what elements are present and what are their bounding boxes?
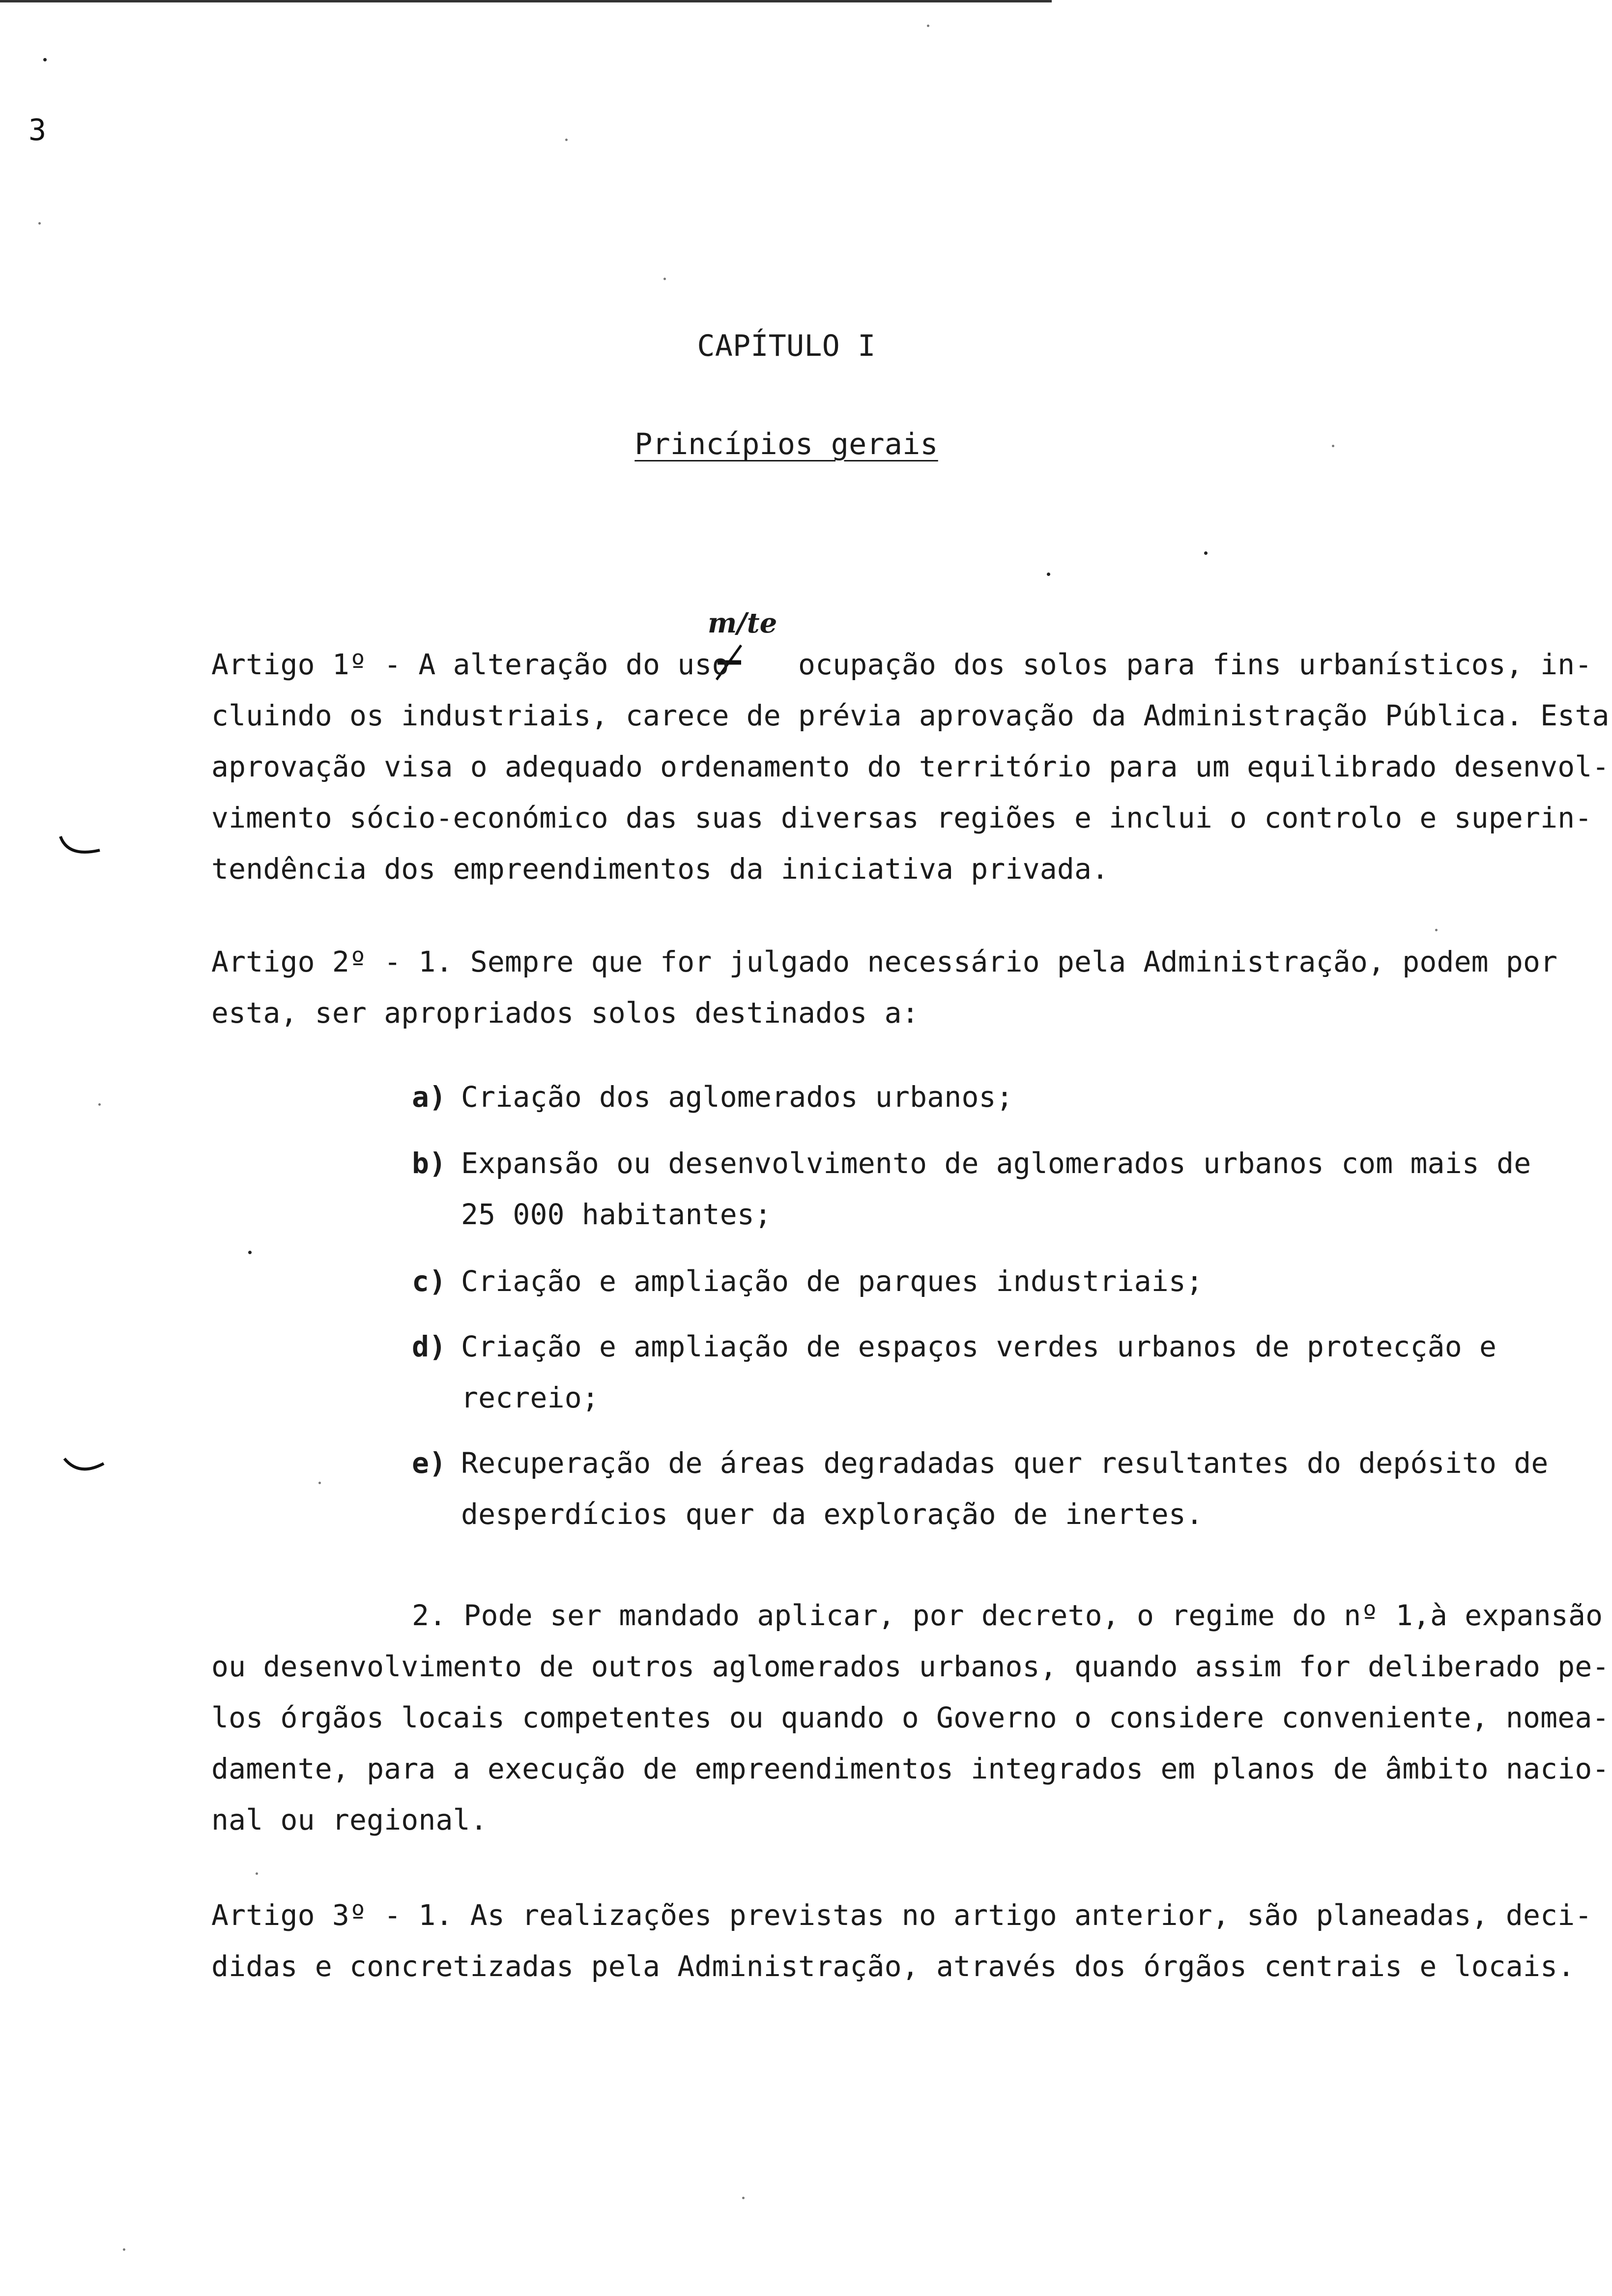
list-item-label: d) <box>412 1330 446 1363</box>
section-title: Princípios gerais <box>634 427 938 461</box>
speck <box>742 2197 745 2199</box>
speck <box>1047 573 1050 576</box>
speck <box>43 58 47 61</box>
list-item-text: Expansão ou desenvolvimento de aglomerados urbanos com mais de <box>461 1147 1531 1180</box>
list-item-text: Recuperação de áreas degradadas quer resultantes do depósito de <box>461 1446 1549 1480</box>
artigo-2-para2-line: 2. Pode ser mandado aplicar, por decreto, o regime do nº 1,à expansão <box>412 1599 1603 1632</box>
list-item-text: Criação dos aglomerados urbanos; <box>461 1080 1013 1114</box>
list-item-label: a) <box>412 1080 446 1114</box>
artigo-1-line: vimento sócio-económico das suas diversas regiões e inclui o controlo e superin- <box>211 801 1592 834</box>
speck <box>1332 445 1334 447</box>
chapter-heading: CAPÍTULO I <box>697 329 876 363</box>
speck <box>1204 551 1208 555</box>
speck <box>1435 929 1438 931</box>
top-edge-line <box>0 0 1052 2</box>
artigo-1-line: cluindo os industriais, carece de prévia aprovação da Administração Pública. Esta <box>211 699 1610 732</box>
artigo-2-line: esta, ser apropriados solos destinados a: <box>211 996 919 1030</box>
artigo-2-para2-line: los órgãos locais competentes ou quando o Governo o considere conveniente, nomea- <box>211 1701 1610 1734</box>
speck <box>123 2248 125 2251</box>
speck <box>318 1482 321 1484</box>
artigo-1-line: Artigo 1º - A alteração do uso ocupação dos solos para fins urbanísticos, in- <box>211 648 1592 681</box>
list-item-label: c) <box>412 1264 446 1298</box>
speck <box>248 1251 252 1254</box>
handwritten-insert: m/te <box>708 607 777 639</box>
artigo-2-line: Artigo 2º - 1. Sempre que for julgado necessário pela Administração, podem por <box>211 945 1558 978</box>
list-item-label: e) <box>412 1446 446 1480</box>
check-mark-icon <box>62 1455 106 1479</box>
speck <box>98 1103 101 1106</box>
artigo-1-line: aprovação visa o adequado ordenamento do território para um equilibrado desenvol- <box>211 750 1610 783</box>
check-mark-icon <box>58 831 102 860</box>
artigo-2-para2-line: damente, para a execução de empreendimentos integrados em planos de âmbito nacio- <box>211 1752 1610 1785</box>
list-item-label: b) <box>412 1147 446 1180</box>
list-item-text: desperdícios quer da exploração de inertes. <box>461 1497 1204 1531</box>
speck <box>256 1872 258 1875</box>
artigo-2-para2-line: ou desenvolvimento de outros aglomerados urbanos, quando assim for deliberado pe- <box>211 1650 1610 1683</box>
list-item-text: Criação e ampliação de parques industriais; <box>461 1264 1204 1298</box>
speck <box>38 222 41 225</box>
list-item-text: recreio; <box>461 1381 599 1414</box>
artigo-1-line: tendência dos empreendimentos da iniciativa privada. <box>211 852 1109 886</box>
list-item-text: 25 000 habitantes; <box>461 1198 772 1231</box>
artigo-2-para2-line: nal ou regional. <box>211 1803 488 1837</box>
list-item-text: Criação e ampliação de espaços verdes urbanos de protecção e <box>461 1330 1497 1363</box>
artigo-3-line: didas e concretizadas pela Administração, através dos órgãos centrais e locais. <box>211 1950 1575 1983</box>
speck <box>565 139 568 141</box>
page-mark: 3 <box>29 113 47 147</box>
artigo-3-line: Artigo 3º - 1. As realizações previstas no artigo anterior, são planeadas, deci- <box>211 1898 1592 1932</box>
speck <box>663 278 666 280</box>
speck <box>927 25 929 27</box>
